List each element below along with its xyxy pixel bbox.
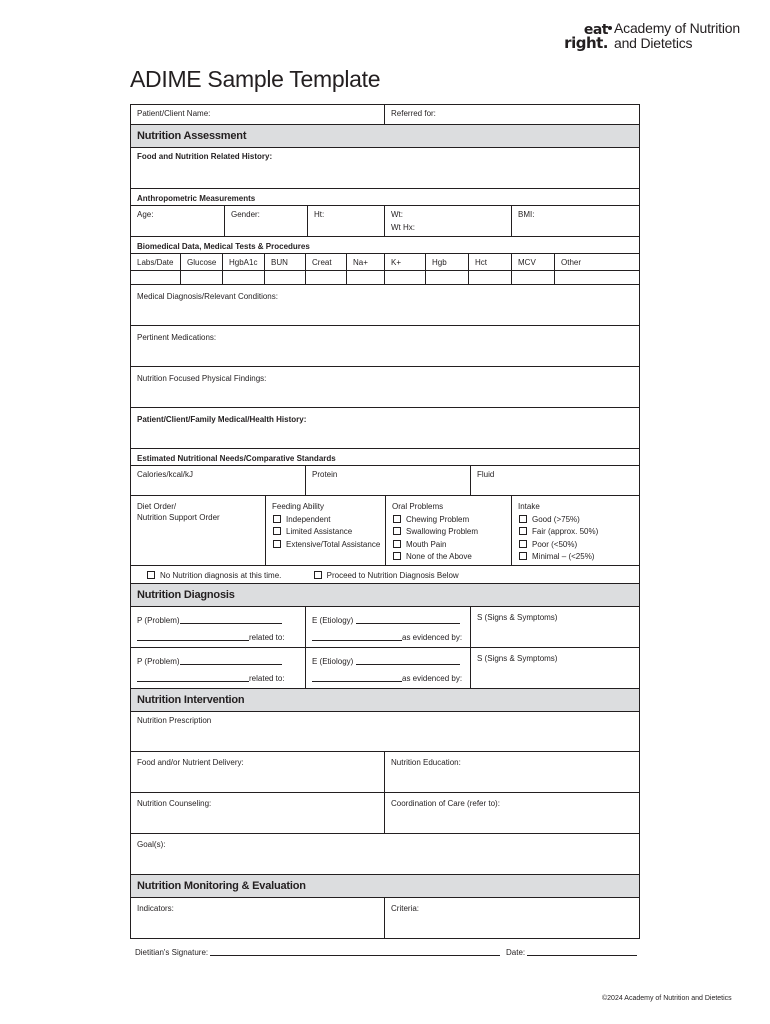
lab-header: BUN [264, 254, 305, 270]
needs-heading-row [131, 449, 639, 465]
section-nutrition-assessment [131, 125, 639, 148]
academy-name: Academy of Nutrition and Dietetics [614, 20, 740, 51]
weight-history-field[interactable]: Wt Hx: [391, 223, 415, 232]
goals-row [131, 834, 639, 875]
prescription-field[interactable]: Nutrition Prescription [137, 716, 212, 725]
oral-none-checkbox[interactable]: None of the Above [392, 551, 505, 564]
lab-header: Na+ [346, 254, 384, 270]
lab-value-cell[interactable] [511, 271, 554, 284]
oral-chewing-checkbox[interactable]: Chewing Problem [392, 514, 505, 527]
diet-order-row [131, 496, 639, 566]
needs-row [131, 465, 639, 496]
intake-good-checkbox[interactable]: Good (>75%) [518, 514, 633, 527]
section-nutrition-diagnosis [131, 584, 639, 607]
referred-for-field[interactable]: Referred for: [384, 105, 639, 124]
bmi-field[interactable]: BMI: [511, 206, 639, 236]
medical-history-row [131, 408, 639, 449]
intake-minimal-checkbox[interactable]: Minimal – (<25%) [518, 551, 633, 564]
indicators-field[interactable]: Indicators: [137, 904, 174, 913]
protein-field[interactable]: Protein [305, 466, 470, 495]
lab-value-cell[interactable] [305, 271, 346, 284]
date-line[interactable]: Date: [506, 948, 637, 957]
oral-swallowing-checkbox[interactable]: Swallowing Problem [392, 526, 505, 539]
indicators-criteria-row [131, 898, 639, 939]
section-nutrition-intervention [131, 689, 639, 712]
lab-value-cell[interactable] [425, 271, 468, 284]
no-diagnosis-checkbox[interactable]: No Nutrition diagnosis at this time. [147, 571, 281, 580]
lab-header: Labs/Date [137, 258, 174, 267]
physical-findings-field[interactable]: Nutrition Focused Physical Findings: [137, 374, 267, 383]
medications-field[interactable]: Pertinent Medications: [137, 333, 217, 342]
lab-header: Hgb [425, 254, 468, 270]
anthro-row [131, 205, 639, 237]
lab-value-cell[interactable] [468, 271, 511, 284]
lab-value-cell[interactable] [554, 271, 639, 284]
height-field[interactable]: Ht: [307, 206, 384, 236]
food-history-row [131, 148, 639, 189]
fluid-field[interactable]: Fluid [470, 466, 639, 495]
signs-symptoms-field[interactable]: S (Signs & Symptoms) [470, 607, 639, 647]
intake-fair-checkbox[interactable]: Fair (approx. 50%) [518, 526, 633, 539]
lab-header: Creat [305, 254, 346, 270]
lab-header: HgbA1c [222, 254, 264, 270]
counseling-field[interactable]: Nutrition Counseling: [137, 799, 212, 808]
lab-header: Hct [468, 254, 511, 270]
intake-group: Intake Good (>75%) Fair (approx. 50%) Poor (<50%) Minimal – (<25%) [511, 496, 639, 565]
lab-value-cell[interactable] [346, 271, 384, 284]
patient-name-field[interactable]: Patient/Client Name: [137, 109, 211, 118]
section-heading: Nutrition Assessment [137, 130, 247, 142]
gender-field[interactable]: Gender: [224, 206, 307, 236]
anthro-heading: Anthropometric Measurements [137, 194, 256, 203]
biomed-heading: Biomedical Data, Medical Tests & Procedures [137, 242, 310, 251]
diagnosis-decision-row [131, 566, 639, 584]
etiology-field[interactable]: E (Etiology) as evidenced by: [305, 648, 470, 688]
diet-order-field[interactable]: Diet Order/ Nutrition Support Order [137, 502, 220, 522]
biomed-heading-row [131, 237, 639, 253]
oral-problems-group: Oral Problems Chewing Problem Swallowing Problem Mouth Pain None of the Above [385, 496, 511, 565]
problem-field[interactable]: P (Problem) related to: [137, 616, 285, 642]
criteria-field[interactable]: Criteria: [384, 898, 639, 938]
lab-value-cell[interactable] [180, 271, 222, 284]
eatright-mark: eat right. [564, 22, 608, 52]
pes-statement-2 [131, 648, 639, 689]
proceed-diagnosis-checkbox[interactable]: Proceed to Nutrition Diagnosis Below [314, 571, 459, 580]
oral-mouth-pain-checkbox[interactable]: Mouth Pain [392, 539, 505, 552]
feeding-limited-checkbox[interactable]: Limited Assistance [272, 526, 379, 539]
lab-value-cell[interactable] [264, 271, 305, 284]
lab-value-cell[interactable] [222, 271, 264, 284]
header-row [131, 105, 639, 125]
delivery-education-row [131, 752, 639, 793]
logo-dot [608, 26, 612, 30]
counseling-coordination-row [131, 793, 639, 834]
signature-line[interactable]: Dietitian's Signature: [135, 948, 500, 957]
labs-value-row [131, 271, 639, 285]
lab-value-cell[interactable] [384, 271, 425, 284]
food-delivery-field[interactable]: Food and/or Nutrient Delivery: [137, 758, 244, 767]
pes-statement-1 [131, 607, 639, 648]
signs-symptoms-field[interactable]: S (Signs & Symptoms) [470, 648, 639, 688]
etiology-field[interactable]: E (Etiology) as evidenced by: [305, 607, 470, 647]
medical-diagnosis-row [131, 285, 639, 326]
lab-header: MCV [511, 254, 554, 270]
lab-value-cell[interactable] [131, 271, 180, 284]
lab-header: Glucose [180, 254, 222, 270]
lab-header: Other [554, 254, 639, 270]
needs-heading: Estimated Nutritional Needs/Comparative Standards [137, 454, 336, 463]
academy-logo [564, 20, 754, 54]
section-heading: Nutrition Monitoring & Evaluation [137, 880, 306, 892]
problem-field[interactable]: P (Problem) related to: [137, 657, 285, 683]
coordination-field[interactable]: Coordination of Care (refer to): [384, 793, 639, 833]
section-heading: Nutrition Diagnosis [137, 589, 235, 601]
medical-history-field[interactable]: Patient/Client/Family Medical/Health History: [137, 415, 307, 424]
education-field[interactable]: Nutrition Education: [384, 752, 639, 792]
anthro-heading-row [131, 189, 639, 205]
page-title: ADIME Sample Template [130, 66, 381, 92]
goals-field[interactable]: Goal(s): [137, 840, 166, 849]
copyright-notice: ©2024 Academy of Nutrition and Dietetics [602, 995, 732, 1002]
age-field[interactable]: Age: [137, 210, 154, 219]
food-history-field[interactable]: Food and Nutrition Related History: [137, 152, 273, 161]
physical-findings-row [131, 367, 639, 408]
section-heading: Nutrition Intervention [137, 694, 245, 706]
section-monitoring-evaluation [131, 875, 639, 898]
calories-field[interactable]: Calories/kcal/kJ [137, 470, 194, 479]
feeding-independent-checkbox[interactable]: Independent [272, 514, 379, 527]
prescription-row [131, 712, 639, 752]
feeding-extensive-checkbox[interactable]: Extensive/Total Assistance [272, 539, 379, 552]
adime-form [130, 104, 640, 939]
medical-diagnosis-field[interactable]: Medical Diagnosis/Relevant Conditions: [137, 292, 278, 301]
medications-row [131, 326, 639, 367]
weight-field[interactable]: Wt: Wt Hx: [384, 206, 511, 236]
feeding-ability-group: Feeding Ability Independent Limited Assistance Extensive/Total Assistance [265, 496, 385, 565]
intake-poor-checkbox[interactable]: Poor (<50%) [518, 539, 633, 552]
lab-header: K+ [384, 254, 425, 270]
labs-header-row [131, 253, 639, 271]
